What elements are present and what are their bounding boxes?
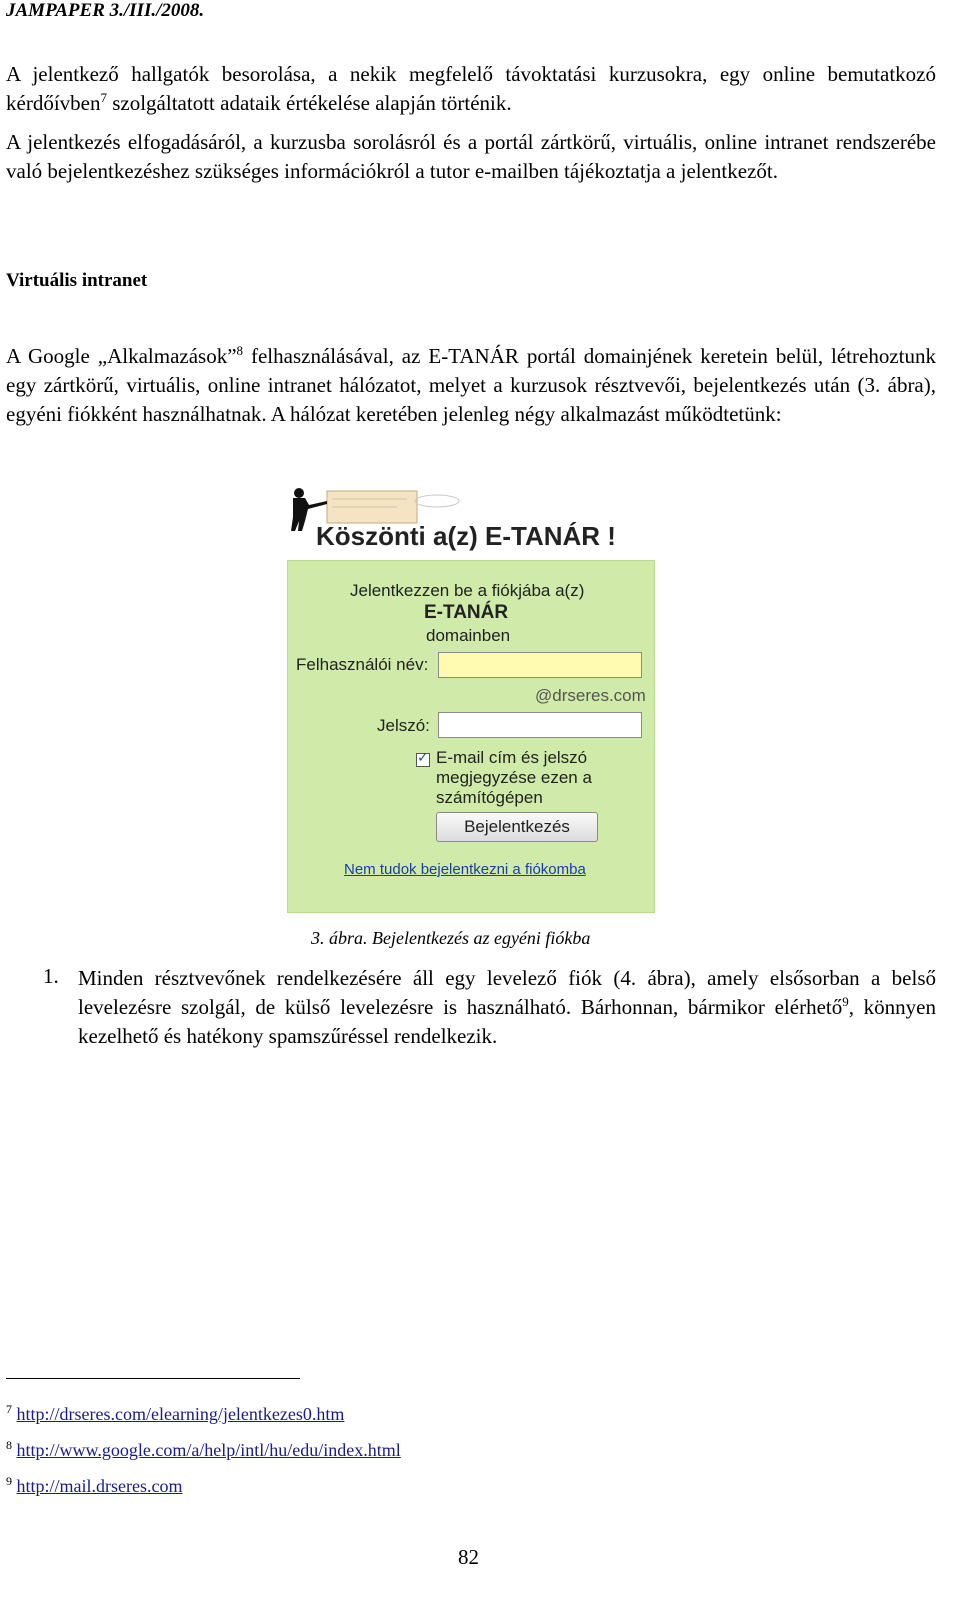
domain-name: E-TANÁR [424, 602, 509, 623]
list-item-text: , könnyen kezelhető és hatékony spamszűréssel rendelkezik. [78, 995, 937, 1048]
list-item-text: Minden résztvevőnek rendelkezésére áll egy levelező fiók (4. ábra), amely elsősorban a belső levelezésre szolgál, de külső levelezésre is használható. Bárhonnan, bármikor elérhető [78, 966, 936, 1019]
paragraph-intranet [6, 342, 936, 429]
running-header: JAMPAPER 3./III./2008. [6, 0, 205, 21]
footnote-ref: 8 [236, 343, 244, 358]
domain-suffix: @drseres.com [535, 686, 646, 705]
paragraph-text: felhasználásával, az E-TANÁR portál domainjének keretein belül, létrehoztunk egy zártkörű, virtuális, online intranet hálózatot, melyet a kurzusok résztvevői, bejelentkezés után (3. ábra), egyéni fiókként használhatnak. A hálózat keretében jelenleg négy alkalmazást működtetünk: [6, 344, 936, 426]
paragraph-text: A Google „Alkalmazások” [6, 344, 237, 368]
footnote [6, 1440, 401, 1461]
username-label: Felhasználói név: [296, 655, 429, 674]
remember-checkbox[interactable] [416, 753, 430, 767]
paragraph-text: szolgáltatott adataik értékelése alapján történik. [106, 91, 512, 115]
footnote-link[interactable]: http://mail.drseres.com [16, 1476, 183, 1496]
list-item [78, 964, 936, 1051]
footnote-number: 9 [6, 1474, 12, 1488]
password-label: Jelszó: [377, 716, 430, 735]
paragraph-enrollment [6, 60, 936, 118]
remember-label: megjegyzése ezen a [436, 768, 592, 787]
footnote-link[interactable]: http://www.google.com/a/help/intl/hu/edu/index.html [16, 1440, 401, 1460]
footnote-number: 7 [6, 1402, 12, 1416]
section-title: Virtuális intranet [6, 270, 148, 291]
remember-label: E-mail cím és jelszó [436, 748, 588, 767]
welcome-title: Köszönti a(z) E-TANÁR ! [316, 521, 616, 551]
username-field[interactable] [438, 652, 642, 678]
figure-caption: 3. ábra. Bejelentkezés az egyéni fiókba [311, 928, 591, 948]
password-field[interactable] [438, 712, 642, 738]
footnote-ref: 7 [100, 90, 107, 105]
footnote [6, 1404, 344, 1425]
paragraph-text: A jelentkező hallgatók besorolása, a nekik megfelelő távoktatási kurzusokra, egy online bemutatkozó kérdőívben [6, 62, 936, 115]
footnote [6, 1476, 182, 1497]
remember-label: számítógépen [436, 788, 543, 807]
list-number: 1. [43, 964, 59, 988]
footnote-link[interactable]: http://drseres.com/elearning/jelentkezes0.htm [16, 1404, 345, 1424]
login-intro-line: Jelentkezzen be a fiókjába a(z) [350, 581, 585, 600]
login-button[interactable]: Bejelentkezés [436, 812, 598, 842]
login-intro-line: domainben [426, 626, 511, 645]
footnote-ref: 9 [842, 994, 849, 1009]
paragraph-acceptance: A jelentkezés elfogadásáról, a kurzusba sorolásról és a portál zártkörű, virtuális, online intranet rendszerébe való bejelentkezéshez szükséges információkról a tutor e-mailben tájékoztatja a jelentkezőt. [6, 130, 936, 183]
footnote-number: 8 [6, 1438, 12, 1452]
footnote-divider [6, 1378, 300, 1379]
forgot-login-link[interactable]: Nem tudok bejelentkezni a fiókomba [344, 861, 586, 878]
page-number: 82 [458, 1545, 479, 1569]
